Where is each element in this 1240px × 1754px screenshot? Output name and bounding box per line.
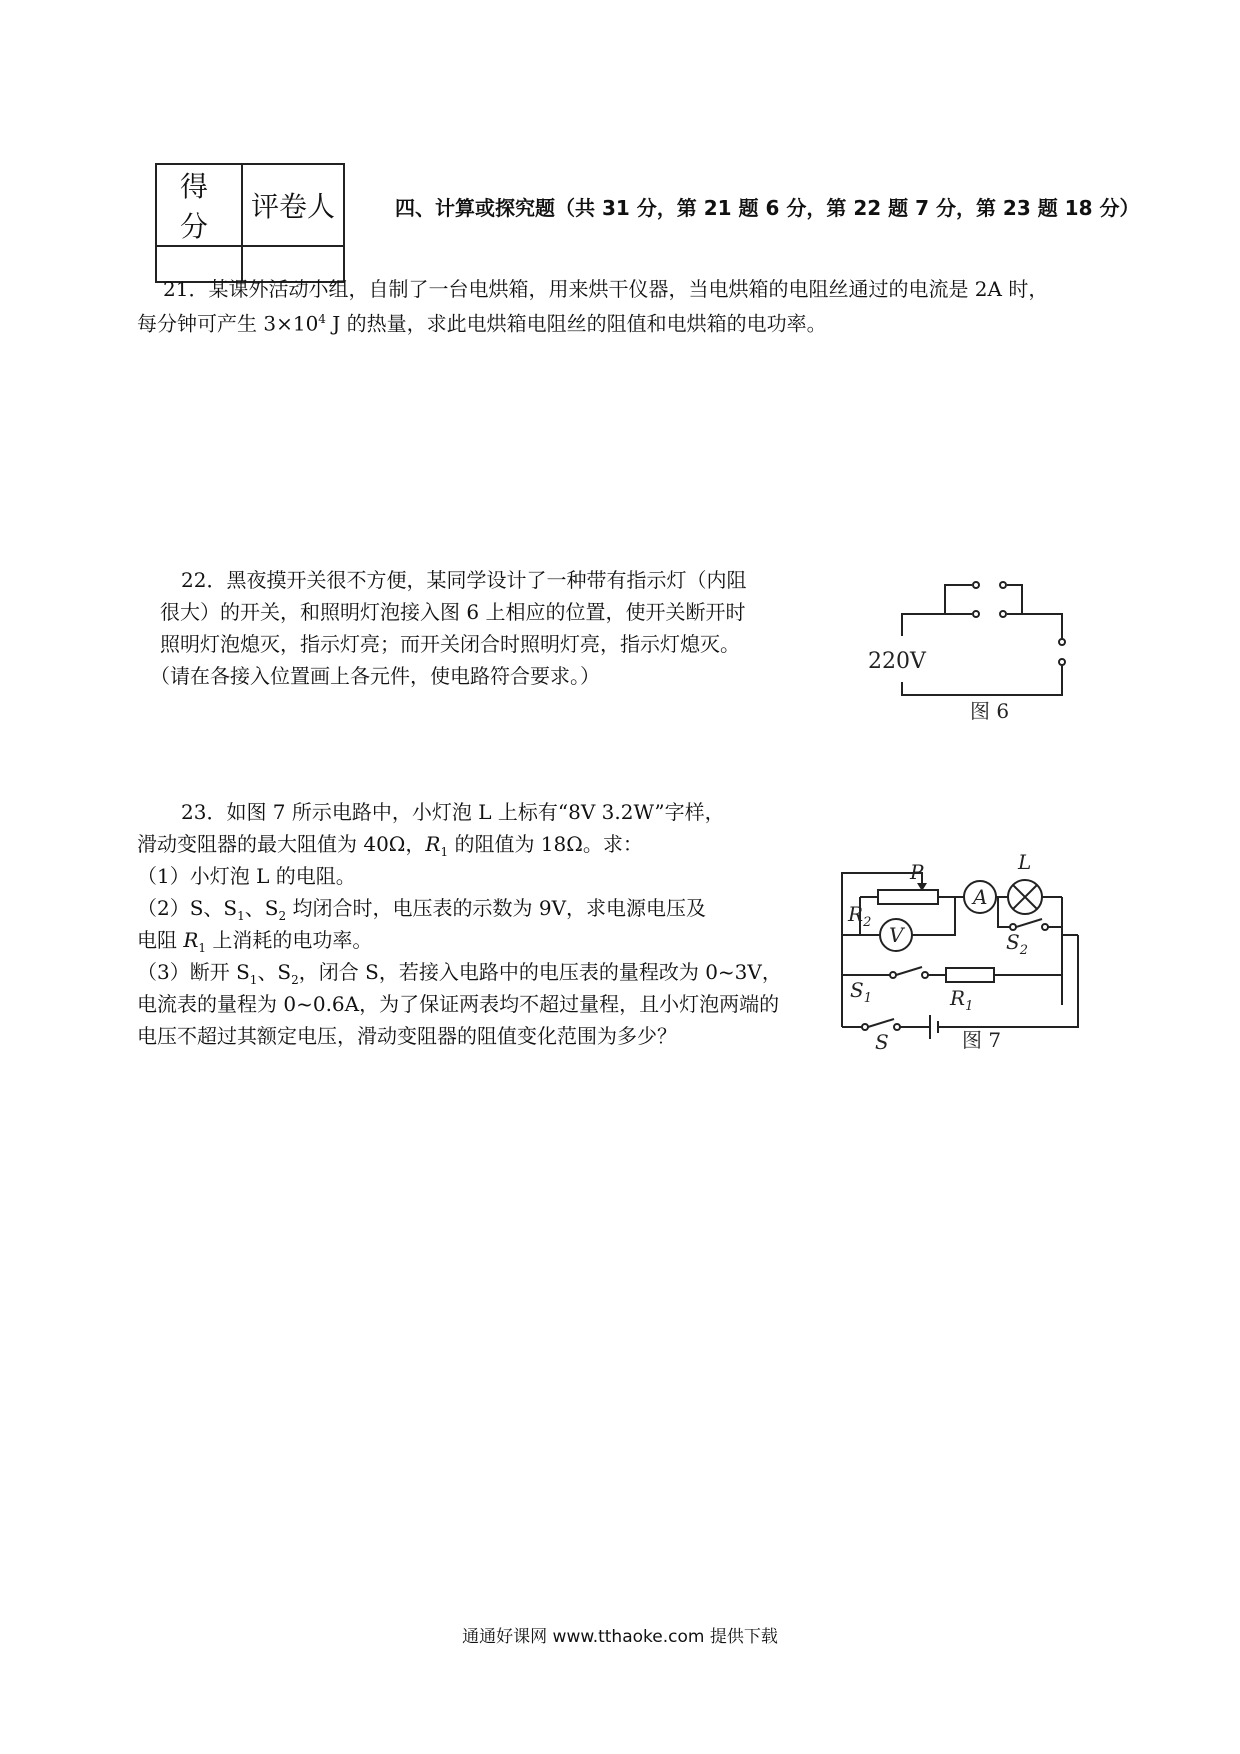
score-header: 得 分 xyxy=(156,164,242,246)
q22-line3: 照明灯泡熄灭，指示灯亮；而开关闭合时照明灯亮，指示灯熄灭。 xyxy=(160,632,740,656)
footer-credit: 通通好课网 www.tthaoke.com 提供下载 xyxy=(462,1627,778,1647)
fig7-label-L: L xyxy=(1018,850,1032,874)
q22-line2: 很大）的开关，和照明灯泡接入图 6 上相应的位置，使开关断开时 xyxy=(160,600,746,624)
q23-part3-line2: 电流表的量程为 0~0.6A，为了保证两表均不超过量程，且小灯泡两端的 xyxy=(137,992,780,1016)
fig7-label-A: A xyxy=(973,885,988,909)
q23-part1: （1）小灯泡 L 的电阻。 xyxy=(137,864,356,888)
fig7-label-S2: $S_2$ xyxy=(1006,930,1028,958)
q23-part3-line3: 电压不超过其额定电压，滑动变阻器的阻值变化范围为多少？ xyxy=(137,1024,677,1048)
grader-header: 评卷人 xyxy=(242,164,344,246)
q21-line1: 21．某课外活动小组，自制了一台电烘箱，用来烘干仪器，当电烘箱的电阻丝通过的电流是 2A 时， xyxy=(163,277,1049,301)
fig6-voltage-label: 220V xyxy=(868,649,926,674)
score-table xyxy=(155,163,345,283)
q23-part2-line1: （2）S、$S_1$、$S_2$ 均闭合时，电压表的示数为 9V，求电源电压及 xyxy=(137,896,707,923)
q23-part2-line2: 电阻 $R_1$ 上消耗的电功率。 xyxy=(137,928,373,955)
fig7-caption: 图 7 xyxy=(962,1028,1002,1052)
section-title: 四、计算或探究题（共 31 分，第 21 题 6 分，第 22 题 7 分，第 23 题 18 分） xyxy=(395,196,1140,220)
fig7-label-P: P xyxy=(910,860,924,884)
q23-line2: 滑动变阻器的最大阻值为 40Ω，$R_1$ 的阻值为 18Ω。求： xyxy=(137,832,643,859)
fig6-caption: 图 6 xyxy=(970,699,1010,723)
q22-line4: （请在各接入位置画上各元件，使电路符合要求。） xyxy=(150,664,600,688)
fig7-label-R2: $R_2$ xyxy=(848,902,872,930)
fig7-label-R1: $R_1$ xyxy=(950,986,974,1014)
q22-line1: 22．黑夜摸开关很不方便，某同学设计了一种带有指示灯（内阻 xyxy=(181,568,747,592)
q23-part3-line1: （3）断开 $S_1$、$S_2$，闭合 S，若接入电路中的电压表的量程改为 0~3V， xyxy=(137,960,782,987)
fig7-label-S: S xyxy=(875,1030,889,1054)
fig7-label-S1: $S_1$ xyxy=(850,978,872,1006)
q23-line1: 23．如图 7 所示电路中，小灯泡 L 上标有“8V 3.2W”字样， xyxy=(181,800,725,824)
figure-6-circuit xyxy=(840,570,1080,725)
q21-line2: 每分钟可产生 $3\times 10^4$ J 的热量，求此电烘箱电阻丝的阻值和电烘箱的电功率。 xyxy=(137,311,827,336)
fig7-label-V: V xyxy=(889,923,904,947)
figure-7-circuit xyxy=(830,845,1100,1055)
